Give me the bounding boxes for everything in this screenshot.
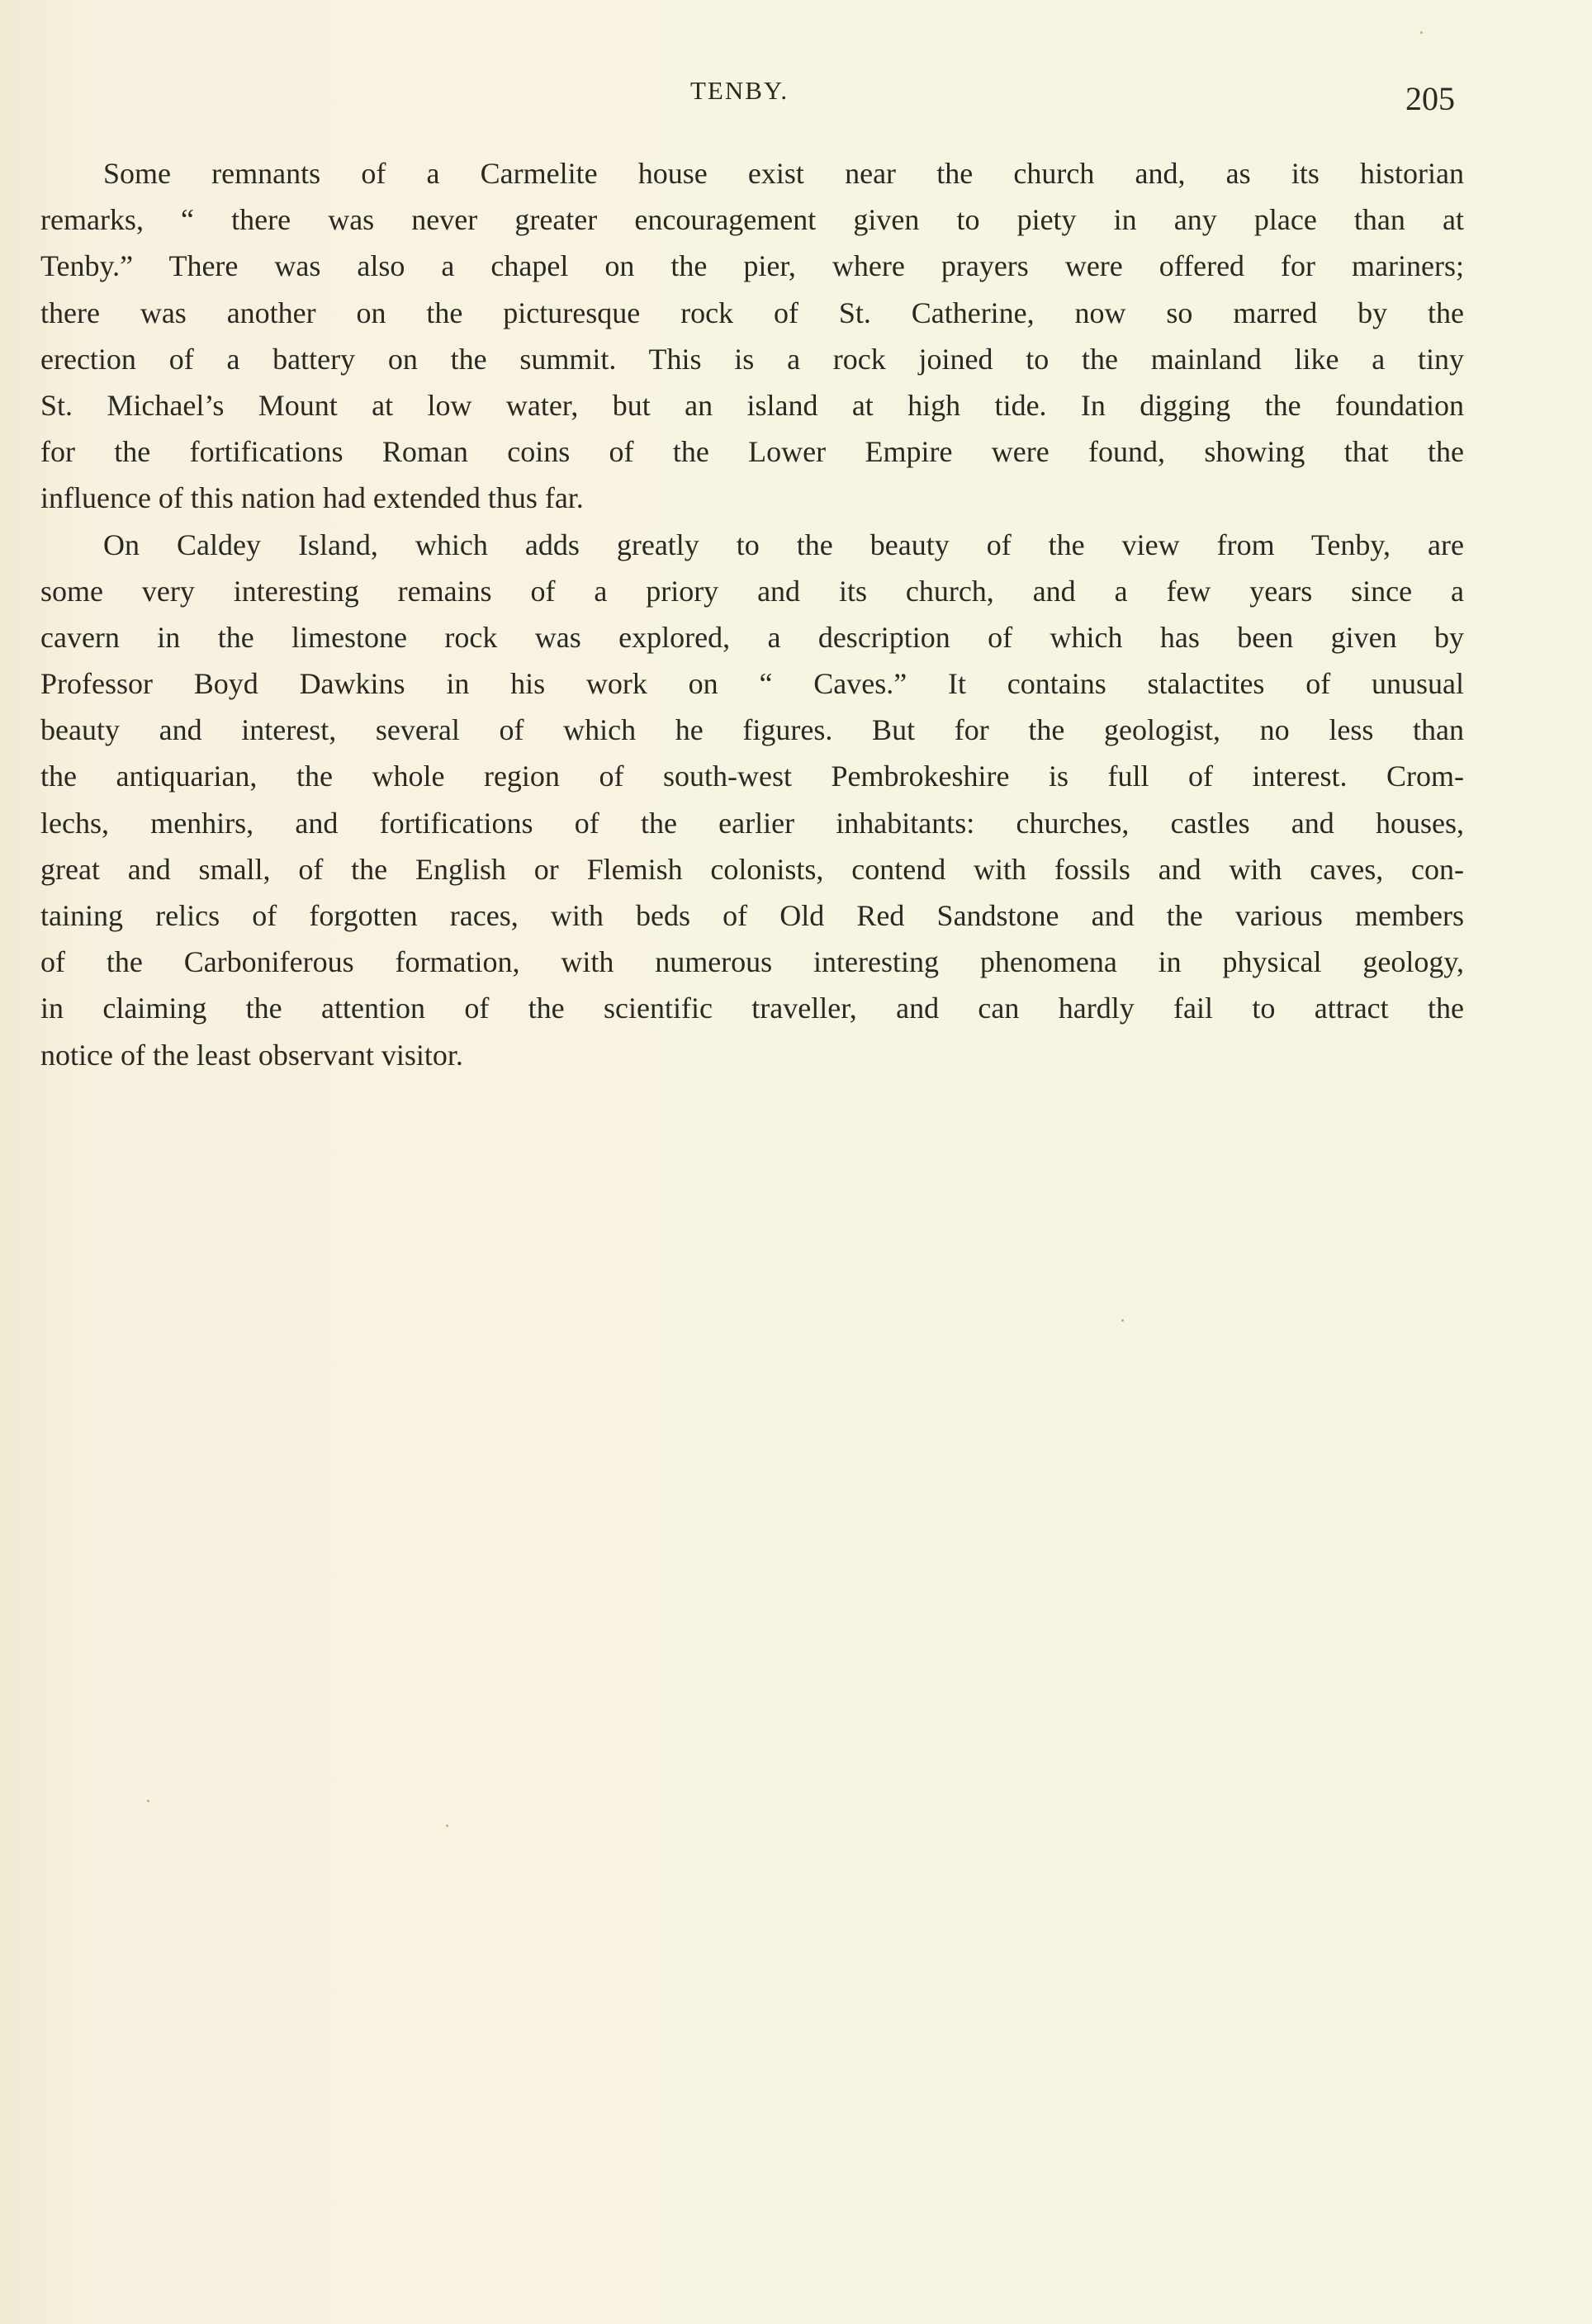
text-line: notice of the least observant visitor. <box>40 1038 463 1072</box>
text-line: St. Michael’s Mount at low water, but an island at high tide. In digging the foundation <box>40 388 1464 422</box>
text-line: remarks, “ there was never greater encouragement given to piety in any place than at <box>40 203 1464 237</box>
text-line: influence of this nation had extended thus far. <box>40 481 584 515</box>
text-line: taining relics of forgotten races, with beds of Old Red Sandstone and the various members <box>40 899 1464 932</box>
text-line: some very interesting remains of a priory and its church, and a few years since a <box>40 574 1464 608</box>
text-line: Some remnants of a Carmelite house exist near the church and, as its historian <box>103 157 1464 190</box>
text-line: there was another on the picturesque rock of St. Catherine, now so marred by the <box>40 296 1464 329</box>
text-line: Professor Boyd Dawkins in his work on “ Caves.” It contains stalactites of unusual <box>40 667 1464 701</box>
running-head <box>0 76 1592 117</box>
text-line: of the Carboniferous formation, with numerous interesting phenomena in physical geology, <box>40 945 1464 979</box>
text-line: Tenby.” There was also a chapel on the pier, where prayers were offered for mariners; <box>40 249 1464 283</box>
text-line: for the fortifications Roman coins of the Lower Empire were found, showing that the <box>40 435 1464 469</box>
body-text <box>40 150 1464 1078</box>
page-number: 205 <box>1405 80 1455 117</box>
text-line: lechs, menhirs, and fortifications of the earlier inhabitants: churches, castles and houses, <box>40 806 1464 840</box>
text-line: cavern in the limestone rock was explored, a description of which has been given by <box>40 620 1464 654</box>
text-line: erection of a battery on the summit. This is a rock joined to the mainland like a tiny <box>40 342 1464 376</box>
text-line: On Caldey Island, which adds greatly to the beauty of the view from Tenby, are <box>103 528 1464 561</box>
running-title: TENBY. <box>690 76 789 105</box>
text-line: beauty and interest, several of which he figures. But for the geologist, no less than <box>40 713 1464 747</box>
paragraph <box>40 522 1464 1078</box>
text-line: in claiming the attention of the scientific traveller, and can hardly fail to attract the <box>40 992 1464 1025</box>
text-line: the antiquarian, the whole region of south-west Pembrokeshire is full of interest. Crom- <box>40 760 1464 793</box>
paper-speck <box>1121 1319 1124 1322</box>
paper-speck <box>446 1825 448 1827</box>
paragraph <box>40 150 1464 522</box>
text-line: great and small, of the English or Flemish colonists, contend with fossils and with caves, con- <box>40 852 1464 886</box>
paper-speck <box>147 1800 149 1802</box>
paper-speck <box>1420 31 1423 34</box>
